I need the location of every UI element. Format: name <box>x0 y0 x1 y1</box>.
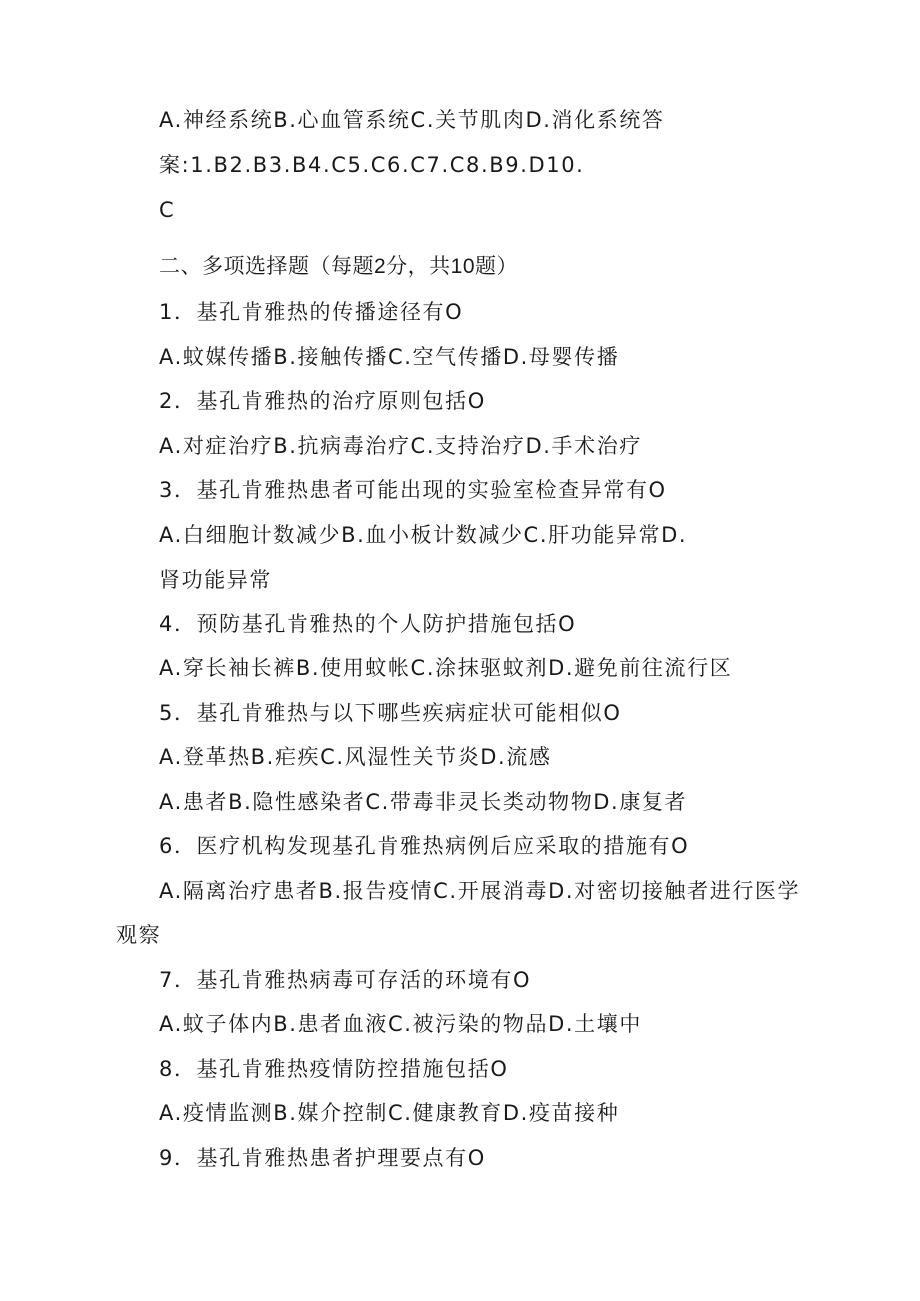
question-4: 4．预防基孔肯雅热的个人防护措施包括O <box>159 612 577 636</box>
question-6-options-continuation: 观察 <box>116 923 162 947</box>
question-2-options: A.对症治疗B.抗病毒治疗C.支持治疗D.手术治疗 <box>159 434 642 458</box>
answer-key-continuation: C <box>159 198 176 222</box>
question-8: 8．基孔肯雅热疫情防控措施包括O <box>159 1057 509 1081</box>
answer-key-line: 案:1.B2.B3.B4.C5.C6.C7.C8.B9.D10. <box>159 153 585 177</box>
question-5-options: A.登革热B.疟疾C.风湿性关节炎D.流感 <box>159 745 552 769</box>
question-8-options: A.疫情监测B.媒介控制C.健康教育D.疫苗接种 <box>159 1101 620 1125</box>
section-heading: 二、多项选择题（每题2分，共10题） <box>159 255 519 278</box>
question-7: 7．基孔肯雅热病毒可存活的环境有O <box>159 968 532 992</box>
question-5: 5．基孔肯雅热与以下哪些疾病症状可能相似O <box>159 701 622 725</box>
q-options-line: A.神经系统B.心血管系统C.关节肌肉D.消化系统答 <box>159 108 665 132</box>
question-1: 1．基孔肯雅热的传播途径有O <box>159 300 464 324</box>
question-4-options: A.穿长袖长裤B.使用蚊帐C.涂抹驱蚊剂D.避免前往流行区 <box>159 656 733 680</box>
question-3-options: A.白细胞计数减少B.血小板计数减少C.肝功能异常D. <box>159 523 688 547</box>
question-1-options: A.蚊媒传播B.接触传播C.空气传播D.母婴传播 <box>159 345 620 369</box>
question-9: 9．基孔肯雅热患者护理要点有O <box>159 1146 486 1170</box>
question-6: 6．医疗机构发现基孔肯雅热病例后应采取的措施有O <box>159 834 690 858</box>
question-2: 2．基孔肯雅热的治疗原则包括O <box>159 389 486 413</box>
question-6-options: A.隔离治疗患者B.报告疫情C.开展消毒D.对密切接触者进行医学 <box>159 879 801 903</box>
question-3: 3．基孔肯雅热患者可能出现的实验室检查异常有O <box>159 478 667 502</box>
extra-options-line: A.患者B.隐性感染者C.带毒非灵长类动物物D.康复者 <box>159 790 688 814</box>
question-3-options-continuation: 肾功能异常 <box>159 568 272 592</box>
question-7-options: A.蚊子体内B.患者血液C.被污染的物品D.土壤中 <box>159 1012 642 1036</box>
